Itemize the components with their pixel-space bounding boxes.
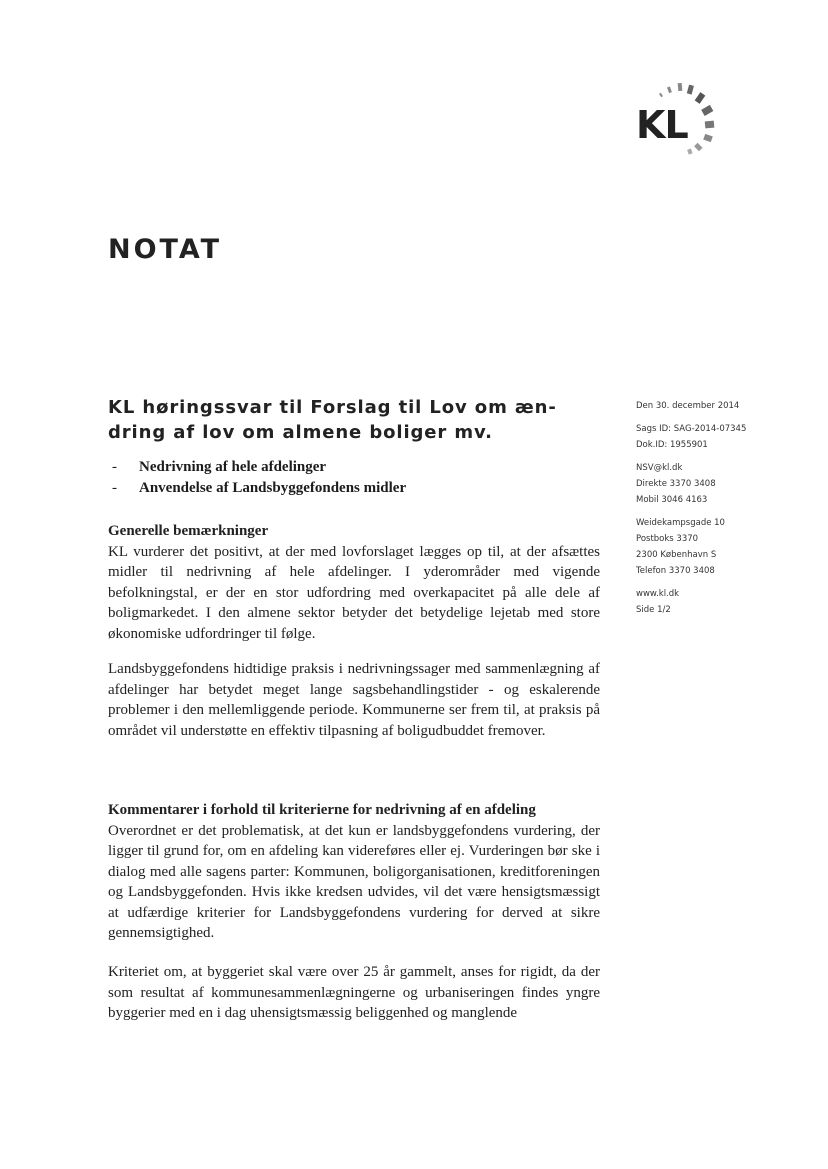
postbox: Postboks 3370 [636, 534, 699, 544]
street-address: Weidekampsgade 10 [636, 518, 725, 528]
section-paragraph: Kriteriet om, at byggeriet skal være over 25 år gammelt, anses for rigidt, da der som resultat af kommunesammenlægningerne og urbaniseringen findes yngre byggerier med en i dag uhensigtsmæssig beliggenhed og manglende [108, 964, 600, 1021]
dok-id: Dok.ID: 1955901 [636, 440, 708, 450]
city: 2300 København S [636, 550, 717, 560]
section-practice [108, 659, 600, 741]
mobile-phone: Mobil 3046 4163 [636, 495, 708, 505]
document-heading: NOTAT [108, 234, 223, 265]
web-group [636, 586, 816, 618]
list-item [112, 457, 406, 478]
date-group [636, 398, 816, 414]
page-number: Side 1/2 [636, 605, 671, 615]
section-criteria [108, 800, 600, 944]
bullet-text: Nedrivning af hele afdelinger [139, 459, 327, 475]
section-heading: Generelle bemærkninger [108, 523, 269, 539]
kl-logo [632, 76, 732, 166]
id-group [636, 421, 816, 453]
section-paragraph: KL vurderer det positivt, at der med lovforslaget lægges op til, at der afsættes midler til nedrivning af hele afdelinger. I yderområder med vigende befolkningstal, er der en stor udfordring med overkapacitet på alle dele af boligmarkedet. I den almene sektor betyder det betydelige lejetab med store økonomiske udfordringer til følge. [108, 543, 600, 642]
section-paragraph: Overordnet er det problematisk, at det kun er landsbyggefondens vurdering, der ligger til grund for, om en afdeling kan videreføres eller ej. Vurderingen bør ske i dialog med alle sagens parter: Kommunen, boligorganisationen, kreditforeningen og Landsbyggefonden. Hvis ikke kredsen udvides, vil det være hensigtsmæssigt at udfærdige kriterier for Landsbyggefondens vurdering for derved at sikre gennemsigtighed. [108, 822, 600, 941]
section-paragraph: Landsbyggefondens hidtidige praksis i nedrivningssager med sammenlægning af afdelinger har betydet meget lange sagsbehandlingstider - og eskalerende problemer i den mellemliggende periode. Kommunerne ser frem til, at praksis på området vil understøtte en effektiv tilpasning af boligudbuddet fremover. [108, 661, 600, 739]
bullet-text: Anvendelse af Landsbyggefondens midler [139, 480, 407, 496]
topic-list [112, 457, 406, 499]
website-link[interactable]: www.kl.dk [636, 589, 680, 599]
meta-sidebar [636, 398, 816, 625]
sags-id: Sags ID: SAG-2014-07345 [636, 424, 747, 434]
list-item [112, 478, 406, 499]
bullet-marker: - [112, 459, 117, 475]
logo-text: KL [636, 103, 688, 147]
address-group [636, 515, 816, 579]
direct-phone: Direkte 3370 3408 [636, 479, 716, 489]
contact-group [636, 460, 816, 508]
bullet-marker: - [112, 480, 117, 496]
document-date: Den 30. december 2014 [636, 401, 740, 411]
section-heading: Kommentarer i forhold til kriterierne for nedrivning af en afdeling [108, 802, 536, 818]
telephone: Telefon 3370 3408 [636, 566, 715, 576]
document-title: KL høringssvar til Forslag til Lov om æn-dring af lov om almene boliger mv. [108, 397, 557, 443]
section-age-criterion [108, 962, 600, 1024]
section-general [108, 521, 600, 644]
email-link[interactable]: NSV@kl.dk [636, 463, 683, 473]
